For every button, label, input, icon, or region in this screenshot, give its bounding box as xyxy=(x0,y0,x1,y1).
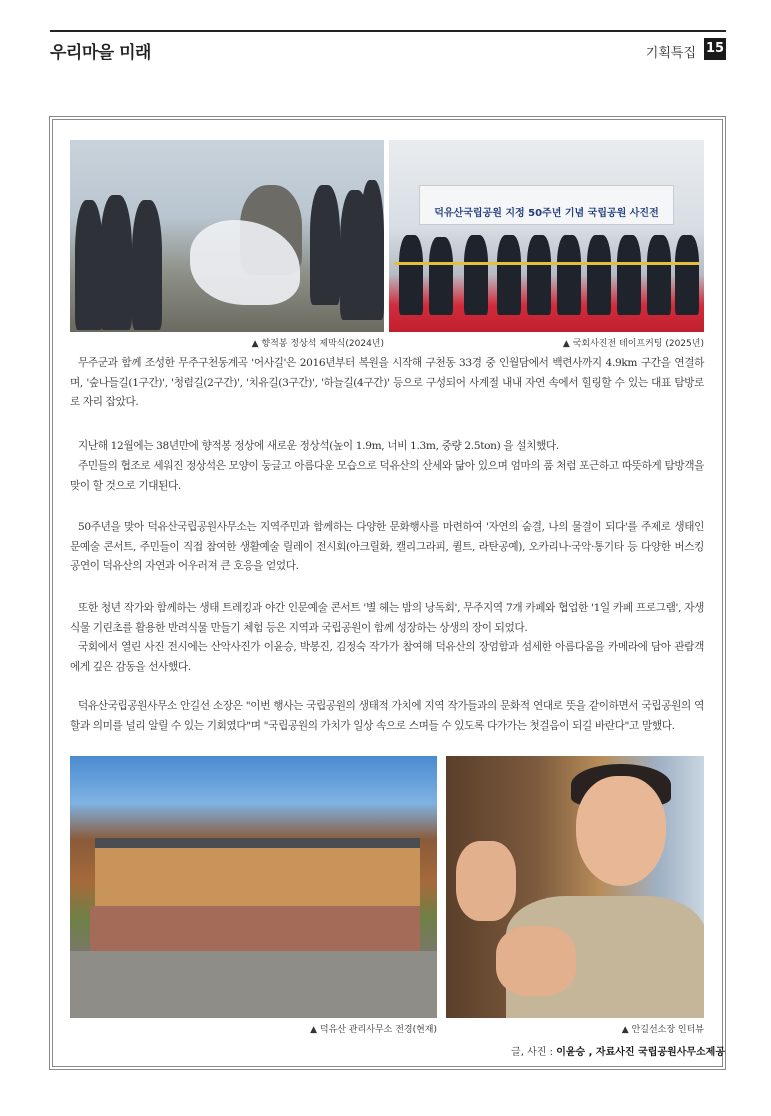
caption-top-left: ▲ 향적봉 정상석 제막식(2024년) xyxy=(251,339,384,349)
face xyxy=(576,776,666,886)
hand xyxy=(496,926,576,996)
person xyxy=(497,235,521,315)
paragraph-6: 국회에서 열린 사진 전시에는 산악사진가 이윤승, 박봉진, 김정숙 작가가 참여해 덕유산의 장엄함과 섬세한 아름다움을 카메라에 담아 관람객에게 깊은 감동을 선사했다. xyxy=(70,641,704,673)
person xyxy=(310,185,340,305)
person xyxy=(132,200,162,330)
photo-credit xyxy=(511,1043,725,1058)
person xyxy=(647,235,671,315)
person xyxy=(675,235,699,315)
hand xyxy=(456,841,516,921)
paragraph-3: 주민들의 협조로 세워진 정상석은 모양이 둥글고 아름다운 모습으로 덕유산의 산세와 닮아 있으며 엄마의 품 처럼 포근하고 따뜻하게 탐방객을 맞이 할 것으로 기대된다. xyxy=(70,460,704,492)
page-number: 15 xyxy=(704,38,726,60)
person xyxy=(399,235,423,315)
paragraph-7: 덕유산국립공원사무소 안길선 소장은 "이번 행사는 국립공원의 생태적 가치에 지역 작가들과의 문화적 연대로 뜻을 같이하면서 국립공원의 역할과 의미를 널리 알릴 수 있는 기회였다"며 "국립공원의 가치가 일상 속으로 스며들 수 있도록 다가가는 첫걸음이 되길 바란다"고 말했다. xyxy=(70,700,704,732)
person xyxy=(464,235,488,315)
paragraph-4: 50주년을 맞아 덕유산국립공원사무소는 지역주민과 함께하는 다양한 문화행사를 마련하여 '자연의 숨결, 나의 물결이 되다'를 주제로 생태인문예술 콘서트, 주민들이 직접 참여한 생활예술 릴레이 전시회(아크릴화, 캘리그라피, 퀼트, 라탄공예), 오카리나·국악·통기타 등 다양한 버스킹 공연이 덕유산의 자연과 어우러져 큰 호응을 얻었다. xyxy=(70,521,704,572)
person xyxy=(617,235,641,315)
page-header xyxy=(50,30,726,62)
exhibition-banner xyxy=(419,185,674,225)
person xyxy=(587,235,611,315)
building-base xyxy=(90,906,420,951)
person xyxy=(100,195,132,330)
banner-text: 덕유산국립공원 지정 50주년 기념 국립공원 사진전 xyxy=(434,208,659,219)
person xyxy=(75,200,103,330)
photo-director-interview xyxy=(446,756,704,1018)
photo-exhibition-ribbon-cutting xyxy=(389,140,704,332)
ribbon xyxy=(394,262,699,265)
photo-summit-stone-ceremony xyxy=(70,140,384,332)
credit-label: 글, 사진 : xyxy=(511,1047,557,1058)
caption-bottom-right: ▲ 안길선소장 인터뷰 xyxy=(621,1025,704,1035)
magazine-logo: 우리마을 미래 xyxy=(50,43,151,63)
parking-lot xyxy=(70,951,437,1018)
paragraph-5: 또한 청년 작가와 함께하는 생태 트레킹과 야간 인문예술 콘서트 '별 헤는 밤의 낭독회', 무주지역 7개 카페와 협업한 '1일 카페 프로그램', 자생식물 기린초를 활용한 반려식물 만들기 체험 등은 지역과 국립공원이 함께 성장하는 상생의 장이 되었다. xyxy=(70,602,704,634)
person xyxy=(527,235,551,315)
paragraph-1: 무주군과 함께 조성한 무주구천동계곡 '어사길'은 2016년부터 복원을 시작해 구천동 33경 중 인월담에서 백련사까지 4.9km 구간을 연결하며, '숲나들길(1구간)', '청렴길(2구간)', '치유길(3구간)', '하늘길(4구간)' 등으로 구성되어 사계절 내내 자연 속에서 힐링할 수 있는 대표 탐방로로 자리 잡았다. xyxy=(70,357,704,408)
person xyxy=(360,180,384,320)
person xyxy=(429,237,453,315)
person xyxy=(557,235,581,315)
paragraph-2: 지난해 12월에는 38년만에 향적봉 정상에 새로운 정상석(높이 1.9m, 너비 1.3m, 중량 2.5ton) 을 설치했다. xyxy=(78,440,559,452)
photo-office-building xyxy=(70,756,437,1018)
section-title: 기획특집 xyxy=(645,46,696,61)
caption-top-right: ▲ 국회사진전 테이프커팅 (2025년) xyxy=(562,339,704,349)
credit-names: 이윤승 , 자료사진 국립공원사무소제공 xyxy=(556,1047,725,1058)
caption-bottom-left: ▲ 덕유산 관리사무소 전경(현재) xyxy=(310,1025,437,1035)
